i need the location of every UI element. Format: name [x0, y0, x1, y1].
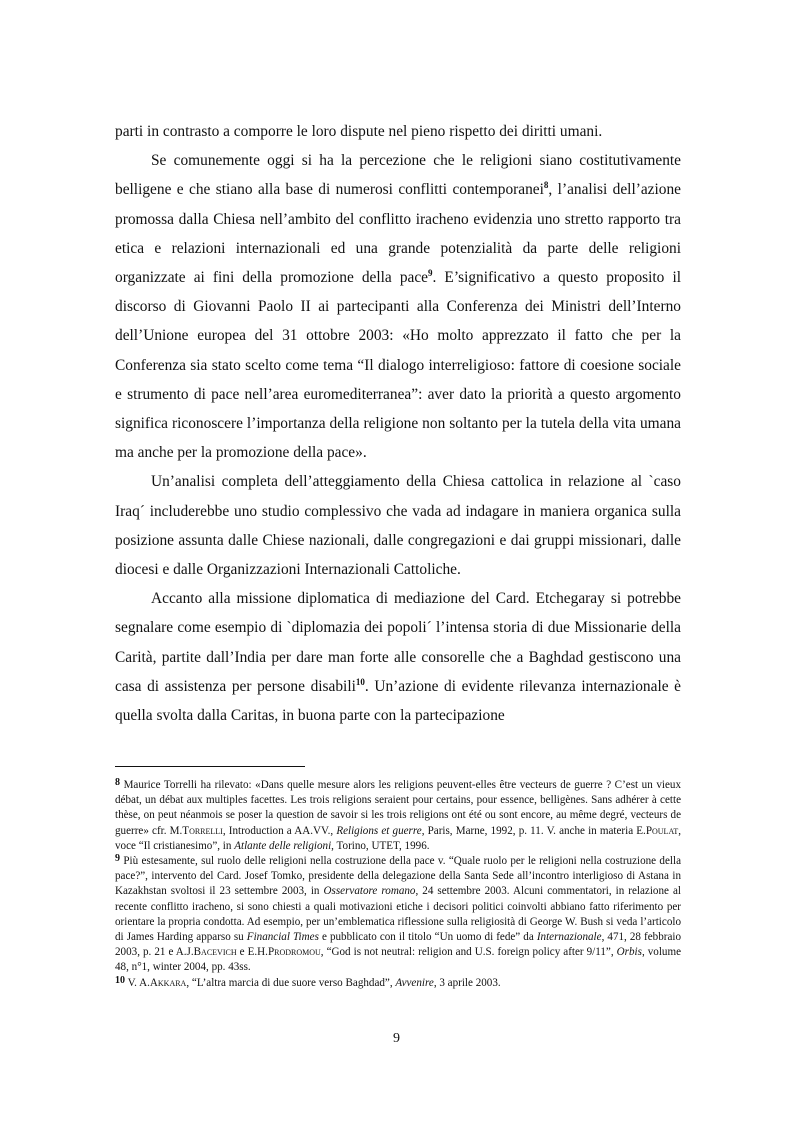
footnote-10: $^{10}$ V. A.Akkara, “L’altra marcia di due suore verso Baghdad”, Avvenire, 3 aprile 2003.	[115, 974, 501, 989]
paragraph-1: parti in contrasto a comporre le loro dispute nel pieno rispetto dei diritti umani.	[115, 123, 603, 140]
footnote-number: 9	[115, 853, 120, 865]
footnote-number: 8	[115, 777, 120, 788]
main-text	[115, 117, 681, 730]
footnote-number: 10	[115, 974, 125, 986]
paragraph-3: Un’analisi completa dell’atteggiamento della Chiesa cattolica in relazione al `caso Iraq´ includerebbe uno studio complessivo che vada ad indagare in maniera organica sulla posizione assunta dalle Chiese nazionali, dalle congregazioni e dai gruppi missionari, dalle diocesi e dalle Organizzazioni Internazionali Cattoliche.	[115, 473, 681, 579]
footnotes	[115, 778, 681, 991]
footnote-separator	[115, 766, 305, 767]
paragraph-4: Accanto alla missione diplomatica di mediazione del Card. Etchegaray si potrebbe segnalare come esempio di `diplomazia dei popoli´ l’intensa storia di due Missionarie della Carità, partite dall’India per dare man forte alle consorelle che a Baghdad gestiscono una casa di assistenza per persone disabili$^{10}$. Un’azione di evidente rilevanza internazionale è quella svolta dalla Caritas, in buona parte con la partecipazione	[115, 590, 681, 725]
page-number: 9	[393, 1031, 400, 1046]
paragraph-2: Se comunemente oggi si ha la percezione che le religioni siano costitutivamente belligene e che stiano alla base di numerosi conflitti contemporanei$^8$, l’analisi dell’azione promossa dalla Chiesa nell’ambito del conflitto iracheno evidenzia uno stretto rapporto tra etica e relazioni internazionali ed una grande potenzialità da parte delle religioni organizzate ai fini della promozione della pace$^9$. E’significativo a questo proposito il discorso di Giovanni Paolo II ai partecipanti alla Conferenza dei Ministri dell’Interno dell’Unione europea del 31 ottobre 2003: «Ho molto apprezzato il fatto che per la Conferenza sia stato scelto come tema “Il dialogo interreligioso: fattore di coesione sociale e strumento di pace nell’area euromediterranea”: aver dato la priorità a questo argomento significa riconoscere l’importanza della religione non soltanto per la tutela della vita umana ma anche per la promozione della pace».	[115, 152, 682, 462]
footnote-ref-8[interactable]: 8	[543, 180, 549, 191]
footnote-8: $^8$ Maurice Torrelli ha rilevato: «Dans quelle mesure alors les religions peuvent-elles être vecteurs de guerre ? C’est un vieux débat, un débat aux multiples facettes. Les trois religions seraient pour certains, pour essence, belligènes. Sans adhérer à cette thèse, on peut néanmois se poser la question de savoir si les trois religions ont été ou sont encore, au même degré, vecteurs de guerre» cfr. M.Torrelli, Introduction a AA.VV., Religions et guerre, Paris, Marne, 1992, p. 11. V. anche in materia E.Poulat, voce “Il cristianesimo”, in Atlante delle religioni, Torino, UTET, 1996.	[115, 777, 681, 852]
footnote-ref-10[interactable]: 10	[355, 676, 365, 687]
footnote-9: $^9$ Più estesamente, sul ruolo delle religioni nella costruzione della pace v. “Quale ruolo per le religioni nella costruzione della pace?”, intervento del Card. Josef Tomko, presidente della delegazione della Santa Sede all’incontro interligioso di Astana in Kazakhstan svoltosi il 23 settembre 2003, in Osservatore romano, 24 settembre 2003. Alcuni commentatori, in relazione al recente conflitto iracheno, si sono chiesti a quali motivazioni etiche i decisori politici coinvolti abbiano fatto riferimento per orientare la propria condotta. Ad esempio, per un’emblematica riflessione sulla religiosità di George W. Bush si veda l’articolo di James Harding apparso su Financial Times e pubblicato con il titolo “Un uomo di fede” da Internazionale, 471, 28 febbraio 2003, p. 21 e A.J.Bacevich e E.H.Prodromou, “God is not neutral: religion and U.S. foreign policy after 9/11”, Orbis, volume 48, n°1, winter 2004, pp. 43ss.	[115, 853, 682, 974]
footnote-ref-9[interactable]: 9	[428, 268, 433, 279]
